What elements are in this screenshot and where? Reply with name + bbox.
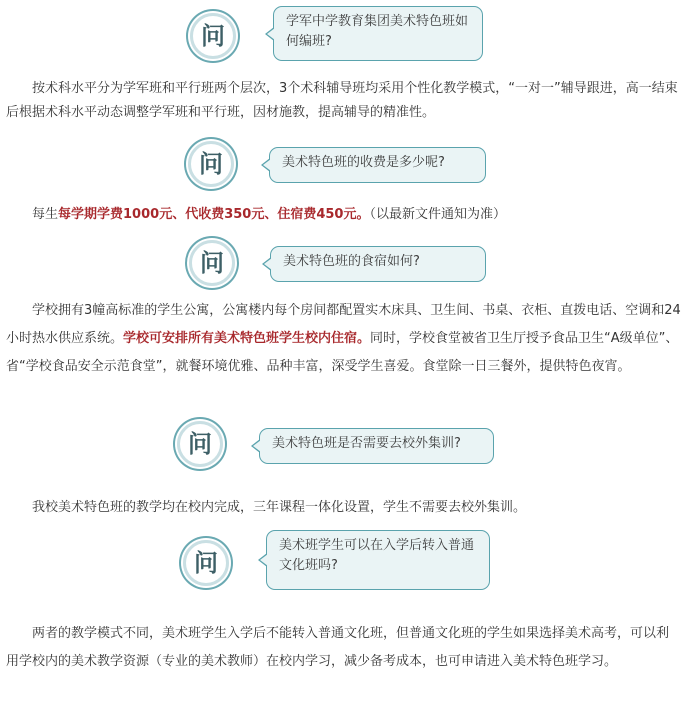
answer-2 bbox=[6, 203, 681, 227]
answer-3 bbox=[6, 297, 681, 381]
answer-1: 按术科水平分为学军班和平行班两个层次，3个术科辅导班均采用个性化教学模式，“一对一”辅导跟进，高一结束后根据术科水平动态调整学军班和平行班，因材施教，提高辅导的精准性。 bbox=[6, 81, 678, 120]
answer-text: 同时，学校食堂被省卫生厅授予食品卫生“A级单位”、省“学校食品安全示范食堂”，就餐环境优雅、品种丰富，深受学生喜爱。食堂除一日三餐外，提供特色夜宵。 bbox=[6, 331, 679, 374]
question-bubble bbox=[273, 6, 483, 61]
answer-text: 学校拥有3幢高标准的学生公寓，公寓楼内每个房间都配置实木床具、卫生间、书桌、衣柜、直拨电话、空调和24小时热水供应系统。 bbox=[6, 303, 681, 346]
question-icon: 问 bbox=[183, 540, 229, 586]
question-bubble bbox=[259, 428, 494, 464]
question-icon: 问 bbox=[190, 13, 236, 59]
question-icon: 问 bbox=[189, 240, 235, 286]
answer-prefix: 每生 bbox=[32, 207, 59, 222]
answer-5: 两者的教学模式不同，美术班学生入学后不能转入普通文化班，但普通文化班的学生如果选择美术高考，可以利用学校内的美术教学资源（专业的美术教师）在校内学习，减少备考成本，也可申请进入美术特色班学习。 bbox=[6, 626, 670, 669]
question-bubble bbox=[266, 530, 490, 590]
question-text: 美术特色班的收费是多少呢? bbox=[282, 155, 445, 170]
question-text: 美术特色班是否需要去校外集训? bbox=[272, 436, 461, 451]
question-bubble bbox=[269, 147, 486, 183]
question-icon: 问 bbox=[177, 421, 223, 467]
question-text: 美术班学生可以在入学后转入普通文化班吗? bbox=[279, 538, 475, 573]
answer-note: （以最新文件通知为准） bbox=[369, 207, 506, 222]
lodging-highlight: 学校可安排所有美术特色班学生校内住宿。 bbox=[123, 331, 371, 346]
question-text: 美术特色班的食宿如何? bbox=[283, 254, 420, 269]
fee-highlight: 每学期学费1000元、代收费350元、住宿费450元。 bbox=[58, 207, 370, 222]
question-text: 学军中学教育集团美术特色班如何编班? bbox=[286, 14, 469, 49]
question-icon: 问 bbox=[188, 141, 234, 187]
answer-4: 我校美术特色班的教学均在校内完成，三年课程一体化设置，学生不需要去校外集训。 bbox=[32, 500, 527, 515]
question-bubble bbox=[270, 246, 486, 282]
